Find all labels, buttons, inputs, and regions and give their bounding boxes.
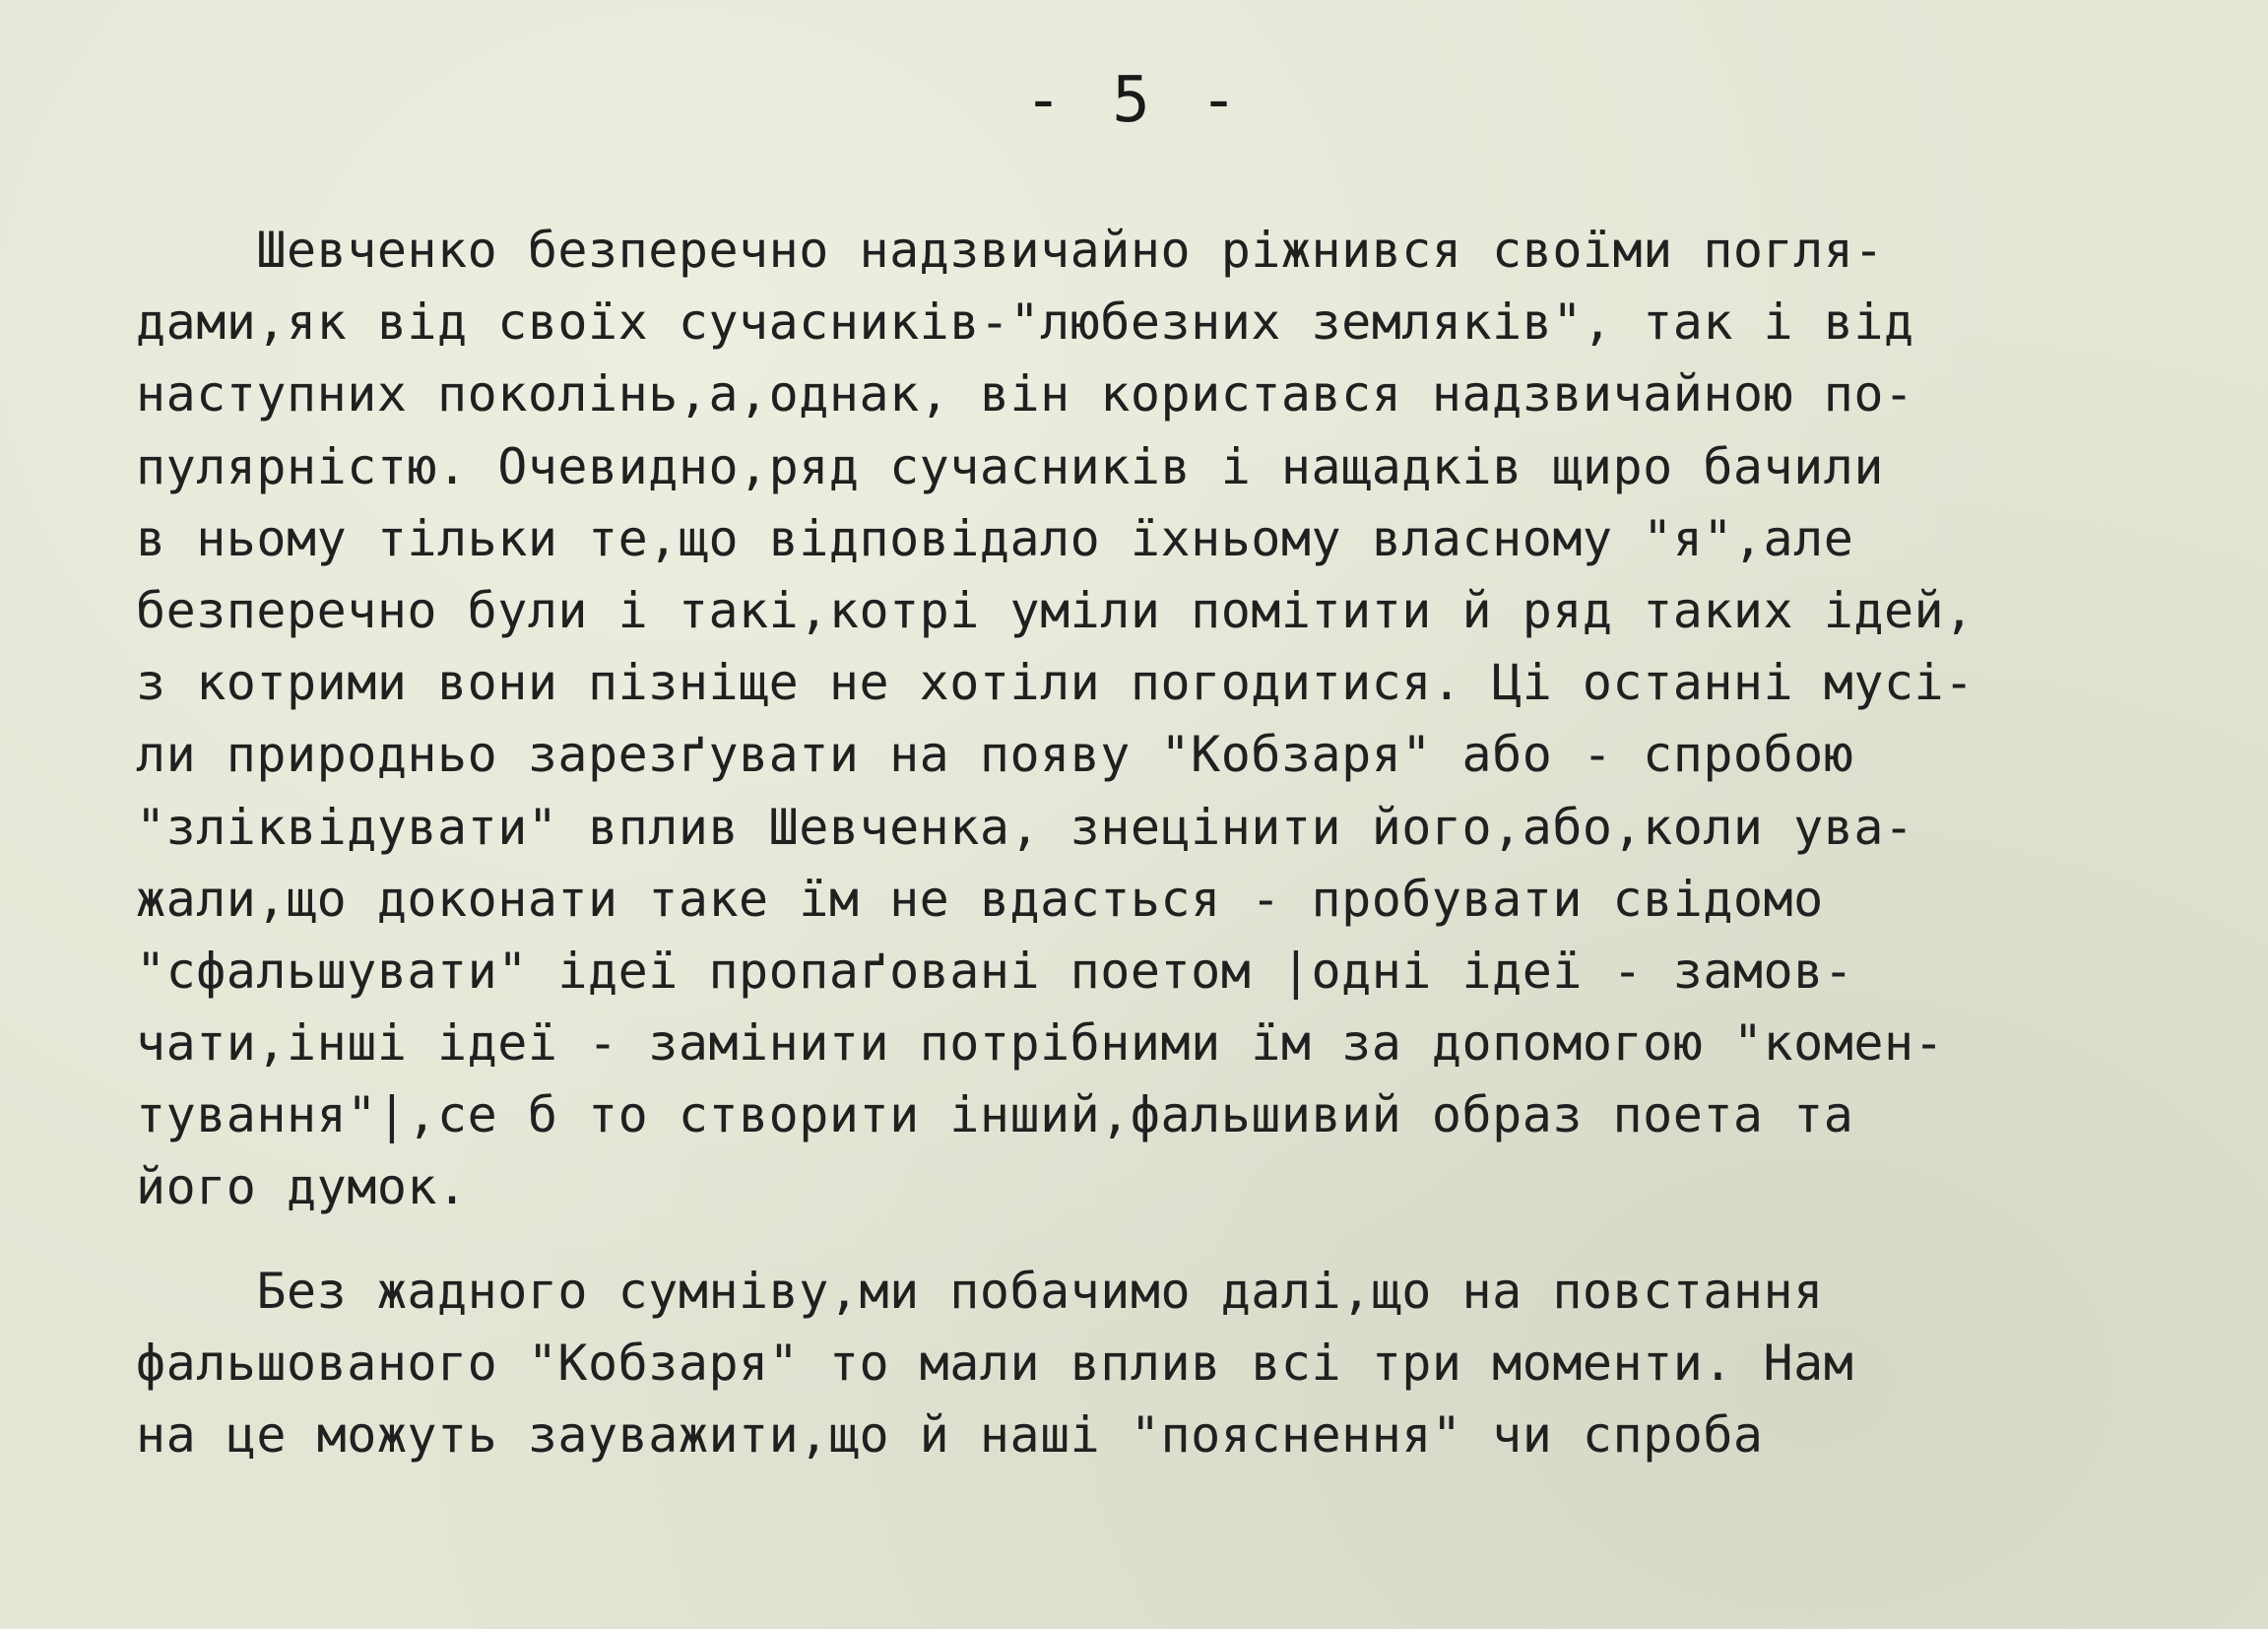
paragraph-gap (136, 1224, 2184, 1256)
paragraph-2 (136, 1256, 2184, 1472)
text-line: на це можуть зауважити,що й наші "пояснення" чи спроба (136, 1406, 1764, 1464)
text-line: пулярністю. Очевидно,ряд сучасників і нащадків щиро бачили (136, 437, 1884, 495)
text-line: ли природньо зарезґувати на появу "Кобзаря" або - спробою (136, 726, 1854, 784)
text-line: фальшованого "Кобзаря" то мали вплив всі три моменти. Нам (136, 1334, 1854, 1392)
text-line: безперечно були і такі,котрі уміли помітити й ряд таких ідей, (136, 581, 1975, 639)
text-line: дами,як від своїх сучасників-"любезних земляків", так і від (136, 293, 1914, 352)
body-text (136, 215, 2184, 1471)
text-line: з котрими вони пізніще не хотіли погодитися. Ці останні мусі- (136, 654, 1975, 712)
paragraph-1 (136, 215, 2184, 1224)
text-line: Без жадного сумніву,ми побачимо далі,що на повстання (136, 1262, 1824, 1320)
text-line: "сфальшувати" ідеї пропаґовані поетом |одні ідеї - замов- (136, 942, 1854, 1000)
text-line: в ньому тільки те,що відповідало їхньому власному "я",але (136, 509, 1854, 567)
text-line: жали,що доконати таке їм не вдасться - пробувати свідомо (136, 870, 1824, 928)
text-line: його думок. (136, 1158, 468, 1216)
page-number: - 5 - (1024, 64, 1244, 137)
text-line: Шевченко безперечно надзвичайно ріжнився своїми погля- (136, 222, 1884, 279)
text-line: наступних поколінь,а,однак, він користався надзвичайною по- (136, 365, 1914, 424)
text-line: чати,інші ідеї - замінити потрібними їм за допомогою "комен- (136, 1014, 1945, 1073)
text-line: тування"|,се б то створити інший,фальшивий образ поета та (136, 1086, 1854, 1144)
text-line: "зліквідувати" вплив Шевченка, знецінити його,або,коли ува- (136, 798, 1914, 856)
